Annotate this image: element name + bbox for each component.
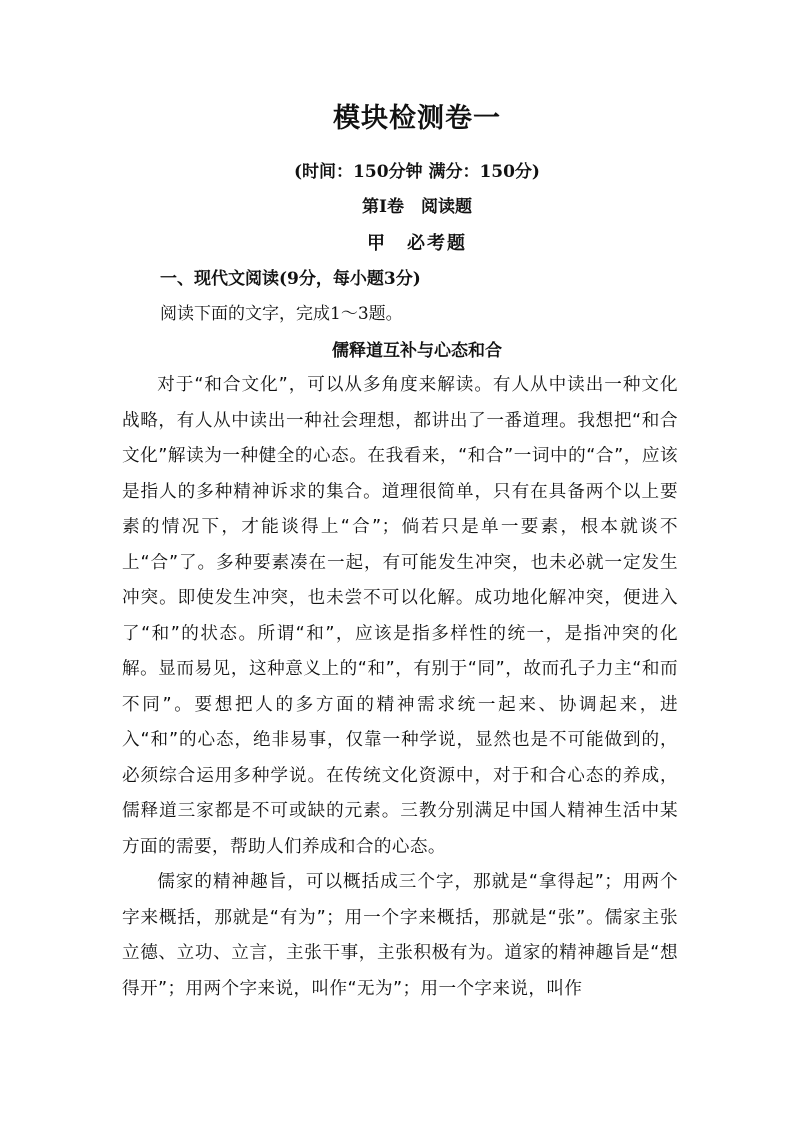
instruction-text: 阅读下面的文字，完成1～3题。 xyxy=(160,304,403,324)
passage-paragraph: 儒家的精神趣旨，可以概括成三个字，那就是“拿得起”；用两个字来概括，那就是“有为”；用一个字来概括，那就是“张”。儒家主张立德、立功、立言，主张干事，主张积极有为。道家的精神趣旨是“想得开”；用两个字来说，叫作“无为”；用一个字来说，叫作 xyxy=(122,872,678,999)
passage-body xyxy=(122,368,678,1007)
time-score-line: (时间：150分钟 满分：150分) xyxy=(294,162,540,182)
passage-paragraph: 对于“和合文化”，可以从多角度来解读。有人从中读出一种文化战略，有人从中读出一种社会理想，都讲出了一番道理。我想把“和合文化”解读为一种健全的心态。在我看来，“和合”一词中的“合”，应该是指人的多种精神诉求的集合。道理很简单，只有在具备两个以上要素的情况下，才能谈得上“合”；倘若只是单一要素，根本就谈不上“合”了。多种要素凑在一起，有可能发生冲突，也未必就一定发生冲突。即使发生冲突，也未尝不可以化解。成功地化解冲突，便进入了“和”的状态。所谓“和”，应该是指多样性的统一，是指冲突的化解。显而易见，这种意义上的“和”，有别于“同”，故而孔子力主“和而不同”。要想把人的多方面的精神需求统一起来、协调起来，进入“和”的心态，绝非易事，仅靠一种学说，显然也是不可能做到的，必须综合运用多种学说。在传统文化资源中，对于和合心态的养成，儒释道三家都是不可或缺的元素。三教分别满足中国人精神生活中某方面的需要，帮助人们养成和合的心态。 xyxy=(122,375,678,857)
document-title: 模块检测卷一 xyxy=(333,103,501,134)
question-heading: 一、现代文阅读(9分，每小题3分) xyxy=(160,269,421,289)
part-title: 第Ⅰ卷 阅读题 xyxy=(362,197,472,217)
passage-title: 儒释道互补与心态和合 xyxy=(332,341,502,361)
section-title: 甲 必考题 xyxy=(367,233,467,254)
